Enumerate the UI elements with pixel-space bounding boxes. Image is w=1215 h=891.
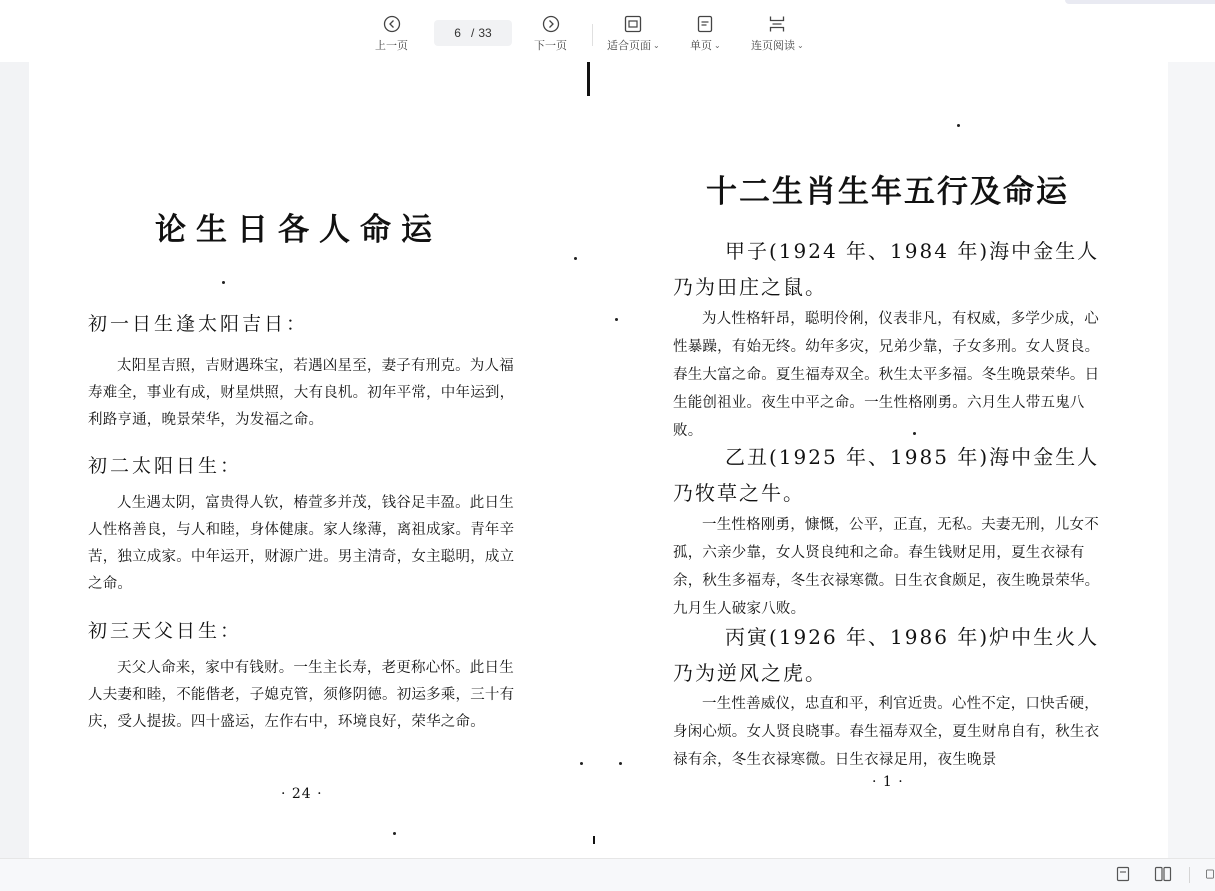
toolbar — [0, 0, 1215, 62]
chevron-right-circle-icon — [542, 14, 560, 34]
current-page-input[interactable]: 6 — [454, 26, 461, 40]
next-page-button[interactable] — [534, 14, 567, 53]
right-section-heading — [673, 619, 1113, 691]
left-page-title: 论生日各人命运 — [155, 212, 442, 248]
chevron-left-circle-icon — [383, 14, 401, 34]
right-section-heading — [673, 233, 1113, 305]
prev-page-button[interactable] — [375, 14, 408, 53]
document-viewport[interactable] — [29, 62, 1168, 858]
continuous-page-icon — [768, 14, 786, 34]
single-page-icon — [696, 14, 714, 34]
left-section-body: 天父人命来，家中有钱财。一生主长寿，老更称心怀。此日生人夫妻和睦，不能偕老，子媳克管，须修阴德。初运多乘，三十有庆，受人提拔。四十盛运，左作右中，环境良好，荣华之命。 — [88, 660, 515, 730]
right-page-title: 十二生肖生年五行及命运 — [706, 174, 1069, 210]
single-page-dropdown[interactable] — [690, 14, 721, 53]
status-divider — [1189, 867, 1190, 883]
scan-speck — [619, 762, 622, 765]
scroll-gutter[interactable] — [1168, 62, 1215, 858]
left-section-heading: 初三天父日生： — [88, 620, 243, 642]
total-pages: 33 — [478, 26, 492, 40]
scan-speck — [574, 257, 577, 260]
left-section-body: 太阳星吉照，吉财遇珠宝，若遇凶星至，妻子有刑克。为人福寿难全，事业有成，财星烘照，大有良机。初年平常，中年运到，利路亨通，晚景荣华，为发福之命。 — [88, 358, 515, 428]
right-heading-line: 丙寅(1926 年、1986 年)炉中生火人 — [725, 625, 1100, 649]
scan-mark — [587, 62, 590, 96]
page-indicator[interactable] — [434, 20, 512, 46]
toolbar-divider — [592, 24, 593, 46]
left-section-heading: 初二太阳日生： — [88, 455, 243, 477]
overflow-view-icon[interactable] — [1205, 865, 1215, 883]
right-heading-line: 乃为田庄之鼠。 — [673, 275, 827, 299]
fit-page-dropdown[interactable] — [607, 14, 660, 53]
scan-speck — [957, 124, 960, 127]
right-section-body: 为人性格轩昂，聪明伶俐，仪表非凡，有权威，多学少成，心性暴躁，有始无终。幼年多灾，兄弟少靠，子女多刑。女人贤良。春生大富之命。夏生福寿双全。秋生太平多福。冬生晚景荣华。日生能创祖业。夜生中平之命。一生性格刚勇。六月生人带五鬼八败。 — [673, 311, 1100, 439]
left-section-body: 人生遇太阴，富贵得人钦，椿萱多并茂，钱谷足丰盈。此日生人性格善良，与人和睦，身体健康。家人缘薄，离祖成家。青年辛苦，独立成家。中年运开，财源广进。男主清奇，女主聪明，成立之命。 — [88, 495, 515, 592]
fit-page-label: 适合页面 — [607, 39, 651, 52]
chevron-down-icon: ⌄ — [797, 40, 804, 50]
scan-mark — [593, 836, 595, 844]
right-heading-line: 乙丑(1925 年、1985 年)海中金生人 — [725, 445, 1100, 469]
single-page-label: 单页 — [690, 39, 712, 52]
prev-page-label: 上一页 — [375, 39, 408, 52]
scan-speck — [222, 281, 225, 284]
right-page-number: · 1 · — [872, 774, 904, 790]
scan-speck — [580, 762, 583, 765]
fit-page-icon — [624, 14, 642, 34]
left-page-number: · 24 · — [281, 786, 323, 802]
right-heading-line: 乃为逆风之虎。 — [673, 661, 827, 685]
page-separator: / — [470, 26, 475, 40]
right-heading-line: 乃牧草之牛。 — [673, 481, 805, 505]
right-heading-line: 甲子(1924 年、1984 年)海中金生人 — [725, 239, 1100, 263]
left-section-heading: 初一日生逢太阳吉日： — [88, 313, 309, 335]
scan-speck — [393, 832, 396, 835]
next-page-label: 下一页 — [534, 39, 567, 52]
scan-speck — [615, 318, 618, 321]
right-section-heading — [673, 439, 1113, 511]
single-page-view-icon[interactable] — [1114, 865, 1132, 883]
continuous-reading-label: 连页阅读 — [751, 39, 795, 52]
right-section-body: 一生性善威仪，忠直和平，利官近贵。心性不定，口快舌硬，身闲心烦。女人贤良晓事。春生福寿双全，夏生财帛自有，秋生衣禄有余，冬生衣禄寒微。日生衣禄足用，夜生晚景 — [673, 696, 1100, 768]
toolbar-corner-decoration — [1065, 0, 1215, 4]
continuous-reading-dropdown[interactable] — [751, 14, 804, 53]
status-bar — [0, 858, 1215, 891]
two-page-view-icon[interactable] — [1154, 865, 1172, 883]
chevron-down-icon: ⌄ — [653, 40, 660, 50]
chevron-down-icon: ⌄ — [714, 40, 721, 50]
right-section-body: 一生性格刚勇，慷慨，公平，正直，无私。夫妻无刑，儿女不孤，六亲少靠，女人贤良纯和之命。春生钱财足用，夏生衣禄有余，秋生多福寿，冬生衣禄寒微。日生衣食颇足，夜生晚景荣华。九月生人破家八败。 — [673, 517, 1100, 617]
